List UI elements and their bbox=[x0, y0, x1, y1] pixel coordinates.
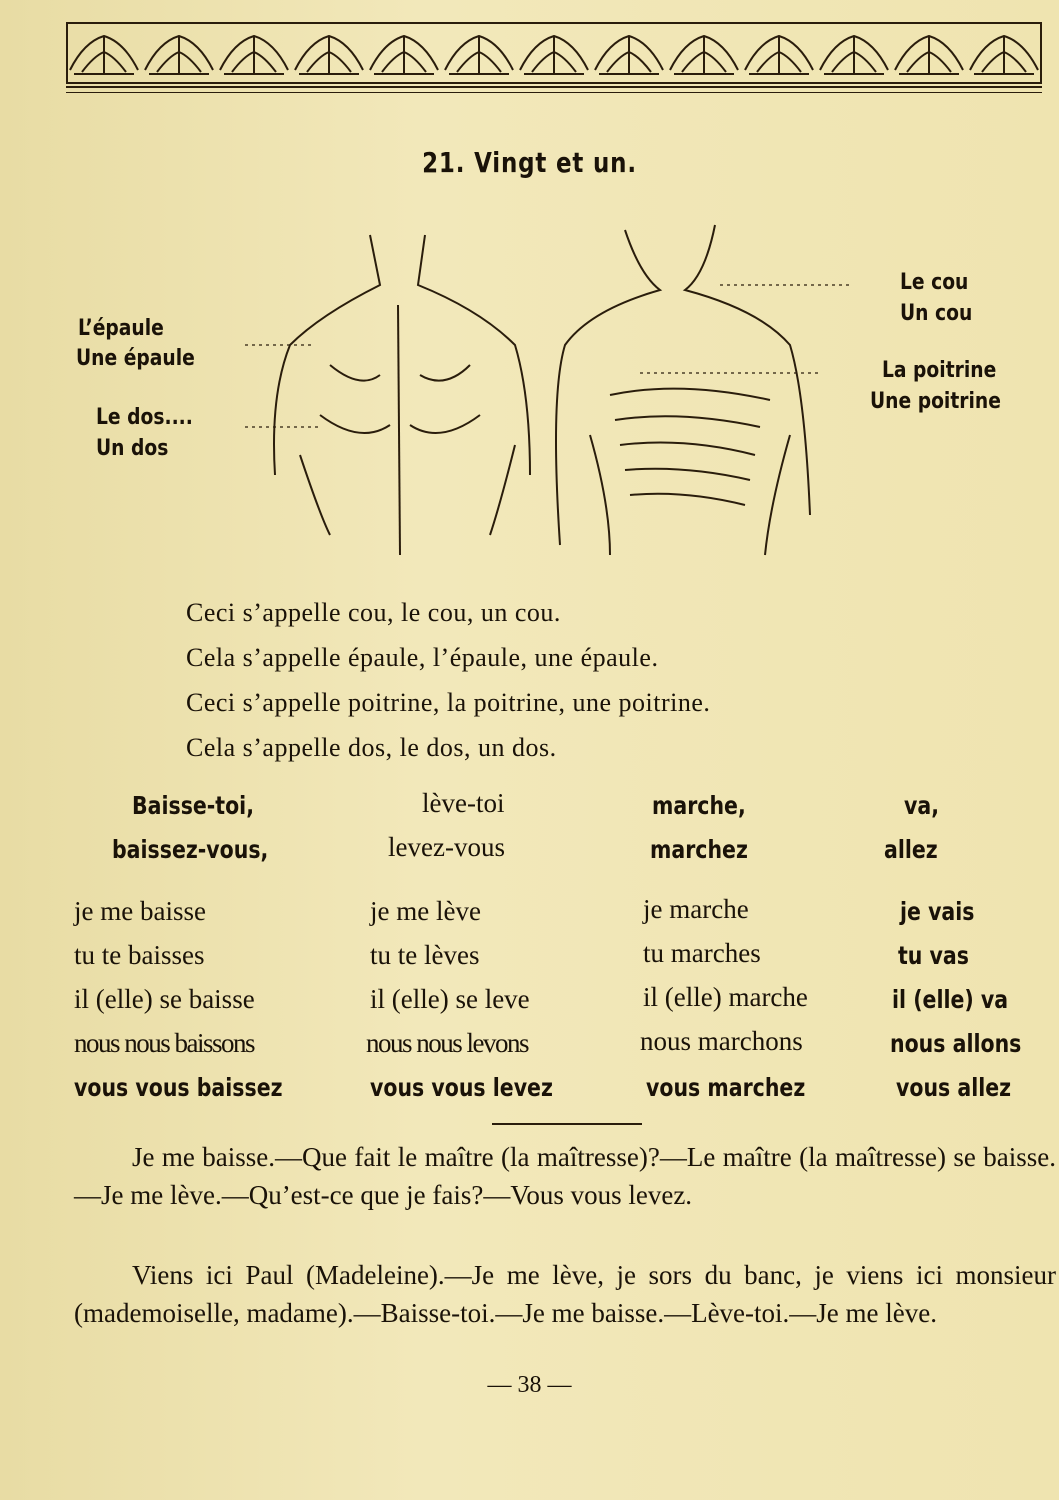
ornament-motif bbox=[145, 36, 213, 74]
conj-baisser-4: nous nous baissons bbox=[74, 1028, 255, 1058]
ornament-motif bbox=[445, 36, 513, 74]
ornament-motif bbox=[970, 36, 1038, 74]
conj-baisser-3: il (elle) se baisse bbox=[74, 984, 255, 1014]
conj-baisser-2: tu te baisses bbox=[74, 940, 205, 970]
sentence-poitrine: Ceci s’appelle poitrine, la poitrine, une poitrine. bbox=[186, 688, 711, 717]
sentence-epaule: Cela s’appelle épaule, l’épaule, une épaule. bbox=[186, 643, 659, 672]
label-un-cou: Un cou bbox=[900, 301, 973, 326]
ornament-motif bbox=[670, 36, 738, 74]
imperative-allez: allez bbox=[884, 835, 938, 864]
ornament-motif bbox=[70, 36, 138, 74]
sentence-dos: Cela s’appelle dos, le dos, un dos. bbox=[186, 733, 557, 762]
label-cou: Le cou bbox=[900, 270, 969, 295]
imperative-marche: marche, bbox=[652, 791, 746, 820]
conj-lever-2: tu te lèves bbox=[370, 940, 480, 970]
conj-lever-1: je me lève bbox=[370, 896, 481, 926]
header-rule bbox=[66, 86, 1042, 88]
label-une-epaule: Une épaule bbox=[76, 346, 195, 371]
conj-aller-3: il (elle) va bbox=[892, 985, 1009, 1014]
ornament-motif bbox=[370, 36, 438, 74]
ornament-border bbox=[66, 22, 1042, 84]
conj-lever-5: vous vous levez bbox=[370, 1073, 553, 1102]
ornament-motif bbox=[895, 36, 963, 74]
conj-aller-5: vous allez bbox=[896, 1073, 1012, 1102]
conj-lever-4: nous nous levons bbox=[366, 1028, 529, 1058]
conj-marcher-5: vous marchez bbox=[646, 1073, 806, 1102]
conj-marcher-2: tu marches bbox=[643, 938, 761, 968]
imperative-leve-toi: lève-toi bbox=[422, 788, 505, 818]
header-rule-thin bbox=[66, 92, 1042, 93]
label-dos: Le dos.... bbox=[96, 405, 193, 430]
section-separator bbox=[492, 1123, 642, 1125]
ornament-motif bbox=[520, 36, 588, 74]
conj-marcher-3: il (elle) marche bbox=[643, 982, 808, 1012]
anatomy-figure bbox=[230, 215, 850, 570]
imperative-levez-vous: levez-vous bbox=[388, 832, 505, 862]
conj-marcher-1: je marche bbox=[643, 894, 749, 924]
conj-aller-4: nous allons bbox=[890, 1029, 1022, 1058]
ornament-motif bbox=[220, 36, 288, 74]
conj-lever-3: il (elle) se leve bbox=[370, 984, 530, 1014]
conj-marcher-4: nous marchons bbox=[640, 1026, 803, 1056]
ornament-motif bbox=[295, 36, 363, 74]
label-poitrine: La poitrine bbox=[882, 358, 997, 383]
conj-aller-2: tu vas bbox=[898, 941, 969, 970]
imperative-va: va, bbox=[904, 791, 939, 820]
conj-baisser-1: je me baisse bbox=[74, 896, 206, 926]
paragraph-2: Viens ici Paul (Madeleine).—Je me lève, je sors du banc, je viens ici monsieur (mademoiselle, madame).—Baisse-toi.—Je me baisse.—Lève-toi.—Je me lève. bbox=[74, 1260, 1056, 1328]
conj-aller-1: je vais bbox=[900, 897, 975, 926]
imperative-marchez: marchez bbox=[650, 835, 748, 864]
label-un-dos: Un dos bbox=[96, 436, 169, 461]
page-number: — 38 — bbox=[487, 1372, 572, 1398]
conj-baisser-5: vous vous baissez bbox=[74, 1073, 283, 1102]
ornament-motif bbox=[820, 36, 888, 74]
label-epaule: L’épaule bbox=[78, 316, 164, 341]
ornament-motif bbox=[745, 36, 813, 74]
lesson-title: 21. Vingt et un. bbox=[422, 146, 637, 179]
sentence-cou: Ceci s’appelle cou, le cou, un cou. bbox=[186, 598, 561, 627]
imperative-baisse-toi: Baisse-toi, bbox=[132, 791, 255, 820]
paragraph-1: Je me baisse.—Que fait le maître (la maîtresse)?—Le maître (la maîtresse) se baisse.—Je me lève.—Qu’est-ce que je fais?—Vous vous levez. bbox=[74, 1142, 1056, 1210]
ornament-motif bbox=[595, 36, 663, 74]
label-une-poitrine: Une poitrine bbox=[870, 389, 1001, 414]
imperative-baissez-vous: baissez-vous, bbox=[112, 835, 269, 864]
